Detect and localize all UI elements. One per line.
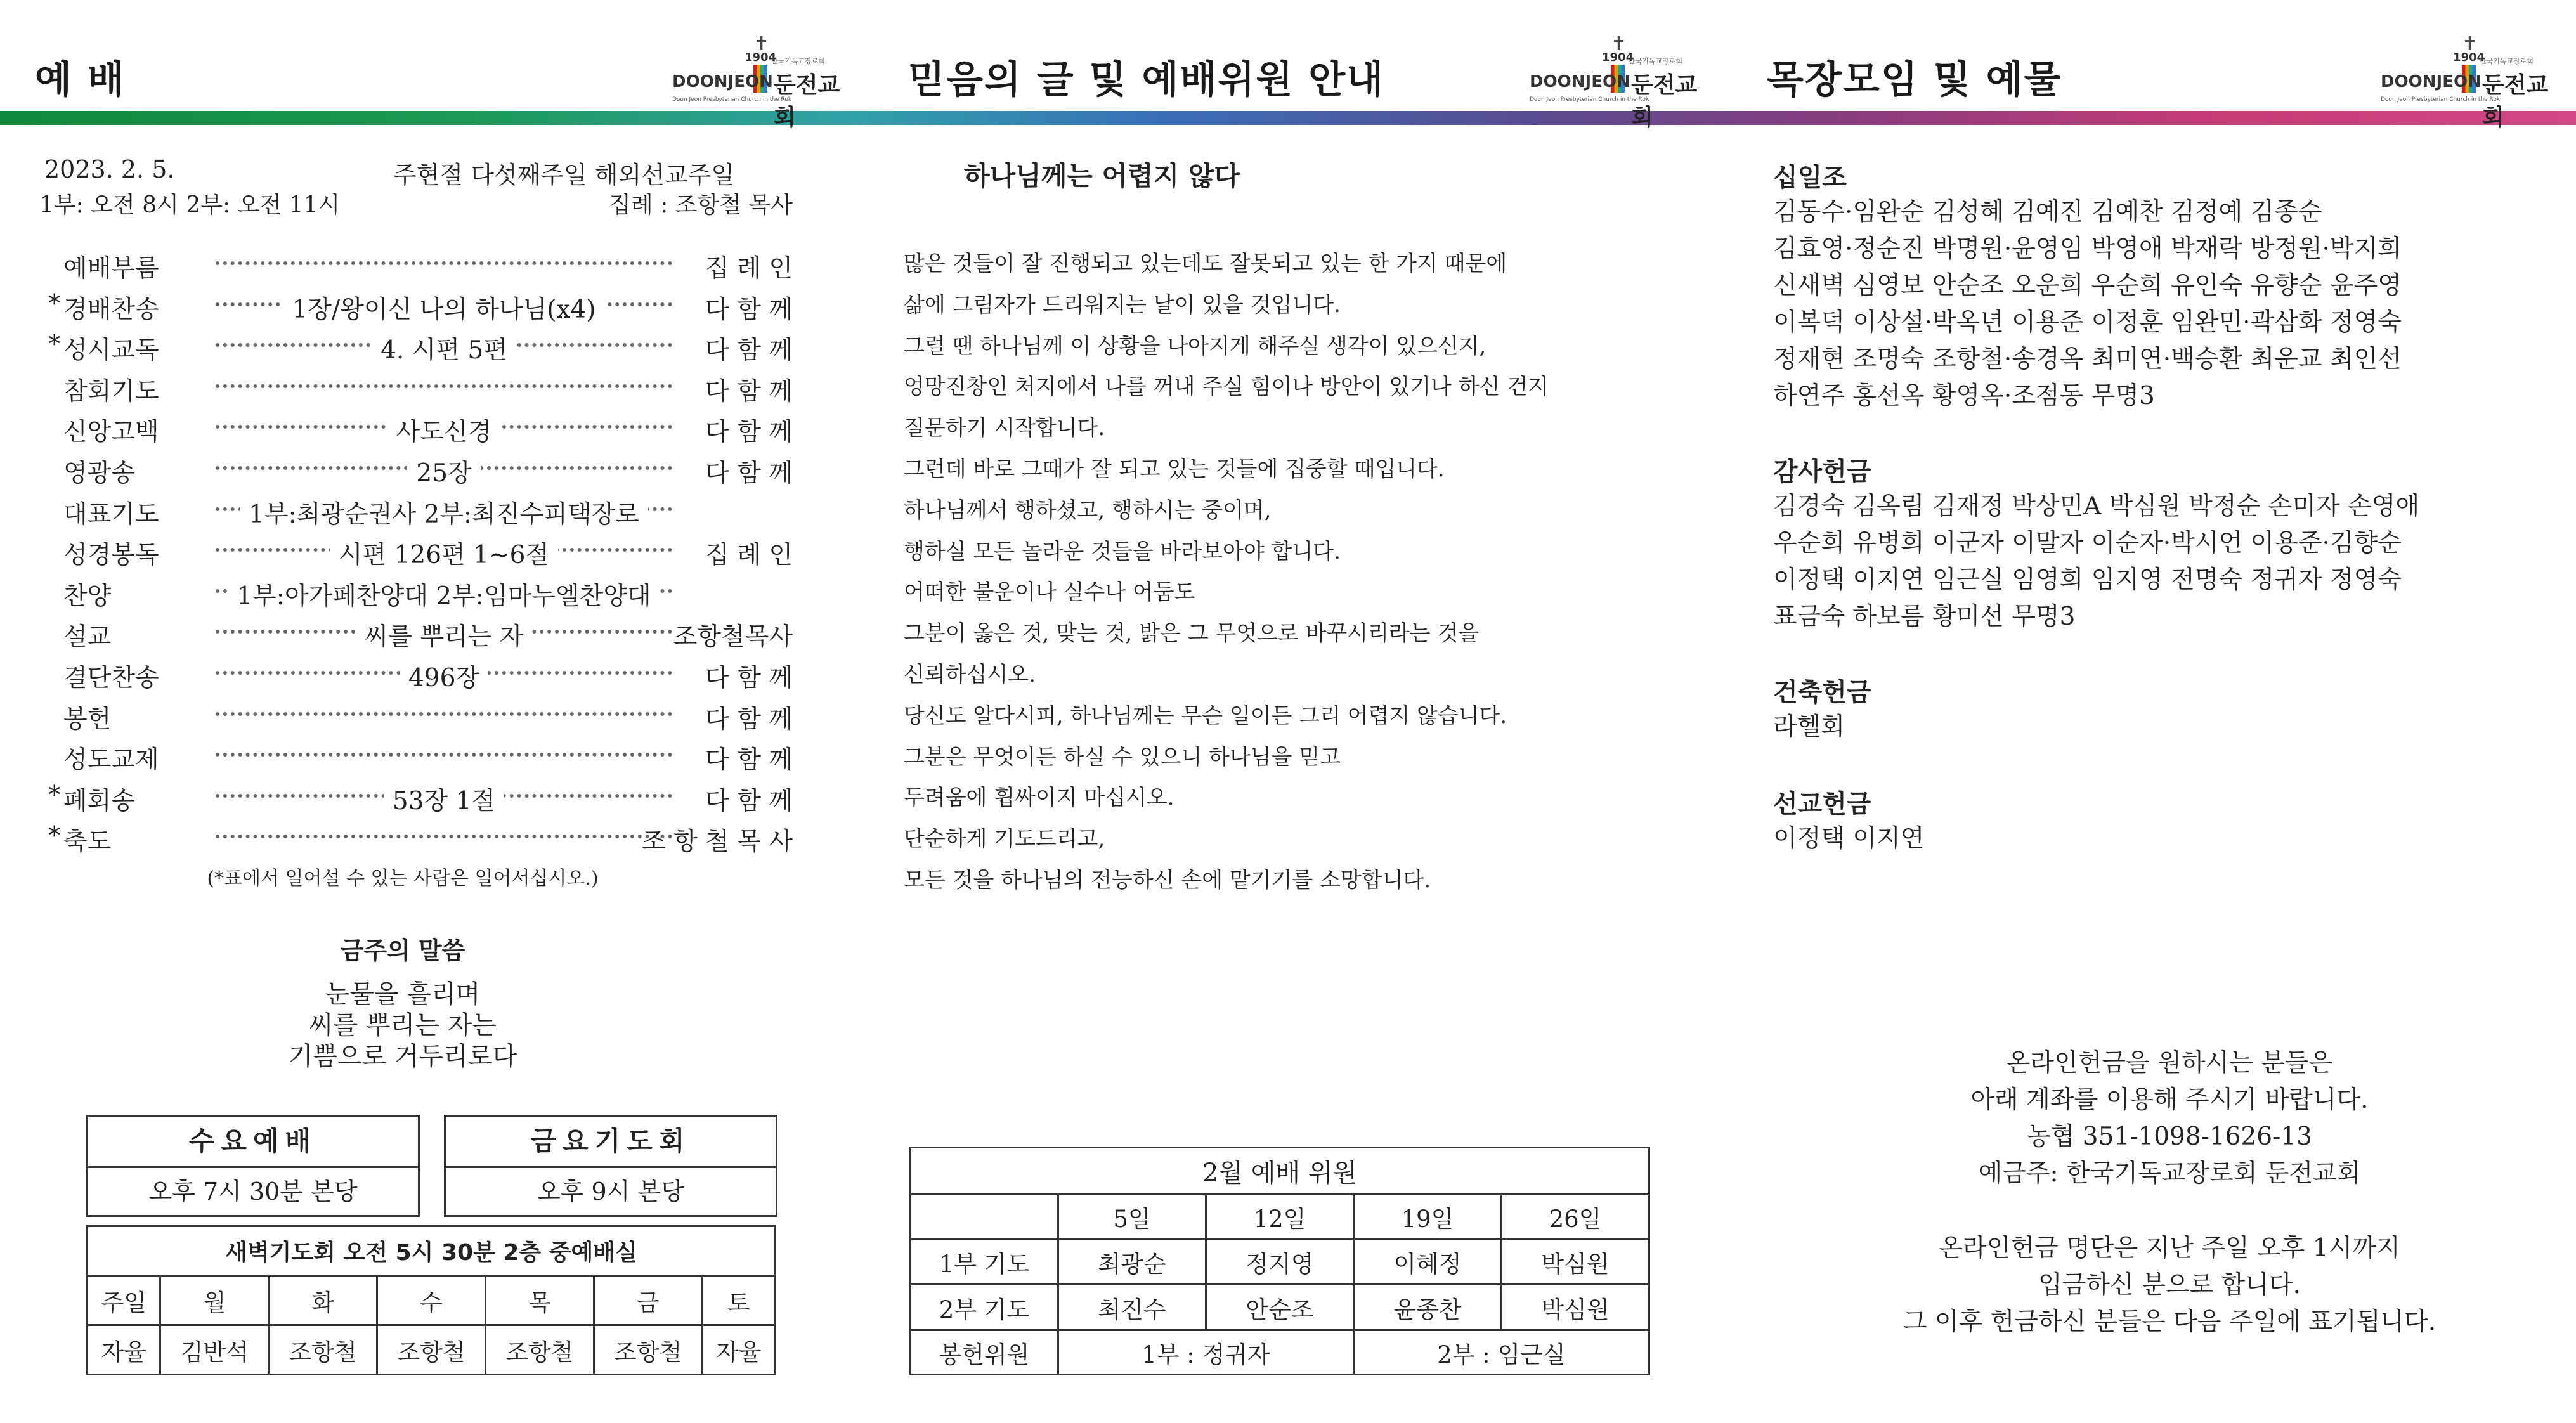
order-leader: 다 함 께 [705,664,793,692]
servant-date: 12일 [1206,1195,1354,1239]
order-detail [216,535,672,571]
tithe-title: 십일조 [1773,163,1847,192]
faith-line: 엉망진창인 처지에서 나를 꺼내 주실 힘이나 방안이 있기나 하신 건지 [904,374,1549,400]
church-logo: ✝ 1904 한국기독교장로회 DOONJEON 둔전교회 Doon Jeon Presbyterian Church in the Rok [2381,33,2549,131]
standing-mark: * [48,289,61,318]
dawn-leader: 자율 [702,1325,775,1375]
order-detail-text: 1부:아가페찬양대 2부:임마누엘찬양대 [228,582,660,611]
name-line: 이복덕 이상설·박옥년 이용준 이정훈 임완민·곽삼화 정영숙 [1773,308,2402,337]
worship-date: 2023. 2. 5. [44,155,175,183]
name-line: 라헬회 [1773,713,1845,741]
faith-panel [869,0,1729,1423]
mission-title: 선교헌금 [1773,789,1871,819]
faith-line: 그럴 땐 하나님께 이 상황을 나아지게 해주실 생각이 있으신지, [904,333,1486,359]
order-row [0,781,869,819]
faith-line: 삶에 그림자가 드리워지는 날이 있을 것입니다. [904,292,1341,318]
faith-line: 당신도 알다시피, 하나님께는 무슨 일이든 그리 어렵지 않습니다. [904,703,1507,729]
order-row [0,412,869,450]
faith-line: 단순하게 기도드리고, [904,826,1105,852]
order-detail-text: 25장 [407,459,480,488]
servant-role: 1부 기도 [911,1239,1058,1285]
worship-presider: 집례 : 조항철 목사 [609,192,793,218]
name-line: 하연주 홍선옥 황영옥·조점동 무명3 [1773,382,2155,410]
order-detail [216,412,672,448]
order-label: 찬양 [63,582,112,611]
mission-names [1773,821,1924,857]
dawn-leader: 조항철 [594,1325,702,1375]
faith-line: 어떠한 불운이나 실수나 어둠도 [904,580,1195,606]
dotted-leader [216,384,672,388]
tithe-names [1773,194,2402,415]
order-detail [216,576,672,612]
dawn-day: 수 [377,1276,486,1325]
servant-date: 26일 [1502,1195,1649,1239]
dawn-leader: 조항철 [269,1325,377,1375]
offerings-panel [1729,0,2576,1423]
order-label: 경배찬송 [63,295,159,324]
dawn-prayer-table: 새벽기도회 오전 5시 30분 2층 중예배실 주일 월 화 수 목 금 토 자율 김반석 조항철 조항철 조항철 조항철 자율 [86,1225,776,1375]
building-title: 건축헌금 [1773,678,1871,707]
cross-icon: ✝ [2462,33,2478,55]
name-line: 김동수·임완순 김성혜 김예진 김예찬 김정예 김종순 [1773,198,2322,226]
order-label: 참회기도 [63,377,159,406]
name-line: 표금숙 하보름 황미선 무명3 [1773,602,2076,631]
building-names [1773,709,1845,746]
servants-table: 2월 예배 위원 5일 12일 19일 26일 1부 기도 최광순 정지영 이혜정 박심원 2부 기도 최진수 안순조 윤종찬 박심원 봉헌위원 1부 : 정귀자 2부 : 임근실 [909,1147,1650,1375]
faith-line: 모든 것을 하나님의 전능하신 손에 맡기기를 소망합니다. [904,867,1431,893]
cross-icon: ✝ [753,33,770,55]
order-label: 예배부름 [63,254,159,283]
dawn-day: 화 [269,1276,377,1325]
servant-date: 19일 [1354,1195,1502,1239]
verse-line: 기쁨으로 거두리로다 [288,1042,517,1071]
online-line: 아래 계좌를 이용해 주시기 바랍니다. [1970,1086,2369,1114]
order-row [0,249,869,287]
order-leader: 집 례 인 [705,541,793,570]
order-label: 봉헌 [63,705,112,734]
servant-name: 정지영 [1206,1239,1354,1285]
order-detail [216,781,672,817]
servant-row [911,1239,1649,1285]
church-logo: ✝ 1904 한국기독교장로회 DOONJEON 둔전교회 Doon Jeon Presbyterian Church in the Rok [672,33,840,131]
servant-name: 박심원 [1502,1239,1649,1285]
order-detail-text: 시편 126편 1~6절 [330,541,558,569]
order-row [0,658,869,696]
order-leader: 다 함 께 [705,295,793,324]
dotted-leader [216,712,672,716]
online-line: 온라인헌금을 원하시는 분들은 [2006,1049,2333,1077]
order-row [0,453,869,491]
name-line: 우순희 유병희 이군자 이말자 이순자·박시언 이용준·김향순 [1773,529,2402,557]
thanks-title: 감사헌금 [1773,457,1871,486]
order-detail [216,330,672,366]
faith-line: 그분이 옳은 것, 맞는 것, 밝은 그 무엇으로 바꾸시리라는 것을 [904,621,1480,647]
name-line: 김경숙 김옥림 김재정 박상민A 박심원 박정순 손미자 손영애 [1773,492,2420,521]
dawn-leader: 김반석 [160,1325,269,1375]
dawn-day: 월 [160,1276,269,1325]
online-note-line: 입금하신 분으로 합니다. [2038,1271,2301,1299]
panel-title-worship: 예 배 [35,58,126,102]
order-label: 신앙고백 [63,418,159,447]
order-row [0,576,869,614]
faith-line: 두려움에 휩싸이지 마십시오. [904,785,1174,811]
cross-icon: ✝ [1611,33,1627,55]
order-detail-text: 사도신경 [387,418,501,446]
order-label: 폐회송 [63,786,136,815]
panel-title-faith: 믿음의 글 및 예배위원 안내 [908,58,1385,102]
faith-line: 하나님께서 행하셨고, 행하시는 중이며, [904,497,1272,523]
order-leader: 다 함 께 [705,459,793,488]
dotted-leader [216,261,672,265]
verse-line: 눈물을 흘리며 [325,980,481,1009]
servant-name: 이혜정 [1354,1239,1502,1285]
name-line: 신새벽 심영보 안순조 오운희 우순희 유인숙 유향순 윤주영 [1773,271,2402,300]
order-detail [216,658,672,694]
faith-line: 신뢰하십시오. [904,662,1036,687]
standing-note: (*표에서 일어설 수 있는 사람은 일어서십시오.) [207,867,599,890]
name-line: 정재현 조명숙 조항철·송경옥 최미연·백승환 최운교 최인선 [1773,345,2402,374]
panel-title-offerings: 목장모임 및 예물 [1767,58,2062,102]
dawn-leader: 자율 [88,1325,160,1375]
order-leader: 다 함 께 [705,746,793,775]
faith-title: 하나님께는 어렵지 않다 [964,160,1240,192]
order-detail-text: 씨를 뿌리는 자 [356,623,533,651]
order-label: 대표기도 [63,500,159,529]
dawn-day: 목 [485,1276,594,1325]
name-line: 이정택 이지연 임근실 임영희 임지영 전명숙 정귀자 정영숙 [1773,566,2402,594]
servant-row [911,1285,1649,1330]
order-row [0,822,869,860]
dawn-day: 주일 [88,1276,160,1325]
online-line: 농협 351-1098-1626-13 [2027,1122,2312,1151]
name-line: 김효영·정순진 박명원·윤영임 박영애 박재락 방정원·박지희 [1773,235,2402,263]
online-line: 예금주: 한국기독교장로회 둔전교회 [1978,1159,2361,1188]
servant-name: 최광순 [1058,1239,1206,1285]
worship-title: 주현절 다섯째주일 해외선교주일 [393,161,735,189]
standing-mark: * [48,330,61,360]
worship-times: 1부: 오전 8시 2부: 오전 11시 [39,192,341,218]
friday-prayer-box: 금요기도회 오후 9시 본당 [444,1115,777,1217]
faith-line: 행하실 모든 놀라운 것들을 바라보아야 합니다. [904,538,1341,564]
faith-line: 그분은 무엇이든 하실 수 있으니 하나님을 믿고 [904,744,1341,770]
servant-date: 5일 [1058,1195,1206,1239]
servant-name: 안순조 [1206,1285,1354,1330]
dawn-leader: 조항철 [485,1325,594,1375]
dawn-leader: 조항철 [377,1325,486,1375]
order-row [0,330,869,368]
online-note-line: 그 이후 헌금하신 분들은 다음 주일에 표기됩니다. [1903,1308,2436,1336]
online-offering-info [1811,1045,2528,1192]
order-row [0,699,869,737]
faith-line: 많은 것들이 잘 진행되고 있는데도 잘못되고 있는 한 가지 때문에 [904,251,1507,276]
order-detail [216,290,672,325]
verse-line: 씨를 뿌리는 자는 [309,1011,497,1040]
order-row [0,617,869,655]
order-leader: 다 함 께 [705,705,793,734]
order-leader: 조항철목사 [673,623,793,652]
servant-name: 윤종찬 [1354,1285,1502,1330]
faith-line: 질문하기 시작합니다. [904,415,1105,441]
wednesday-service-box: 수요예배 오후 7시 30분 본당 [86,1115,420,1217]
order-row [0,372,869,410]
order-detail-text: 1부:최광순권사 2부:최진수피택장로 [240,500,648,529]
servant-role: 2부 기도 [911,1285,1058,1330]
order-row [0,290,869,328]
order-leader: 집 례 인 [705,254,793,283]
online-note-line: 온라인헌금 명단은 지난 주일 오후 1시까지 [1939,1234,2400,1263]
standing-mark: * [48,822,61,851]
dotted-leader [216,753,672,757]
thanks-names [1773,488,2419,635]
worship-panel [0,0,869,1423]
order-detail [216,495,672,530]
order-row [0,740,869,778]
dawn-day: 토 [702,1276,775,1325]
order-label: 설교 [63,623,112,652]
order-label: 성도교제 [63,746,159,775]
order-detail-text: 496장 [400,664,488,692]
church-logo: ✝ 1904 한국기독교장로회 DOONJEON 둔전교회 Doon Jeon Presbyterian Church in the Rok [1530,33,1698,131]
order-detail-text: 53장 1절 [384,787,504,815]
servant-name: 최진수 [1058,1285,1206,1330]
order-leader: 다 함 께 [705,418,793,447]
online-offering-note [1811,1230,2528,1341]
order-leader: 다 함 께 [705,786,793,815]
order-label: 영광송 [63,459,136,488]
order-detail-text: 1장/왕이신 나의 하나님(x4) [283,296,604,324]
order-label: 성시교독 [63,336,159,365]
servant-name: 박심원 [1502,1285,1649,1330]
order-label: 축도 [63,828,112,857]
verse-title: 금주의 말씀 [340,937,465,965]
order-row [0,495,869,533]
order-detail [216,453,672,489]
order-leader: 다 함 께 [705,377,793,406]
order-leader: 다 함 께 [705,336,793,365]
order-label: 결단찬송 [63,664,159,692]
order-leader: 조 항 철 목 사 [642,828,793,857]
dawn-day: 금 [594,1276,702,1325]
standing-mark: * [48,781,61,810]
faith-line: 그런데 바로 그때가 잘 되고 있는 것들에 집중할 때입니다. [904,457,1445,482]
order-detail [216,617,672,653]
name-line: 이정택 이지연 [1773,824,1925,853]
order-row [0,535,869,573]
dotted-leader [216,835,672,838]
order-label: 성경봉독 [63,541,159,570]
order-detail-text: 4. 시편 5편 [372,336,516,365]
